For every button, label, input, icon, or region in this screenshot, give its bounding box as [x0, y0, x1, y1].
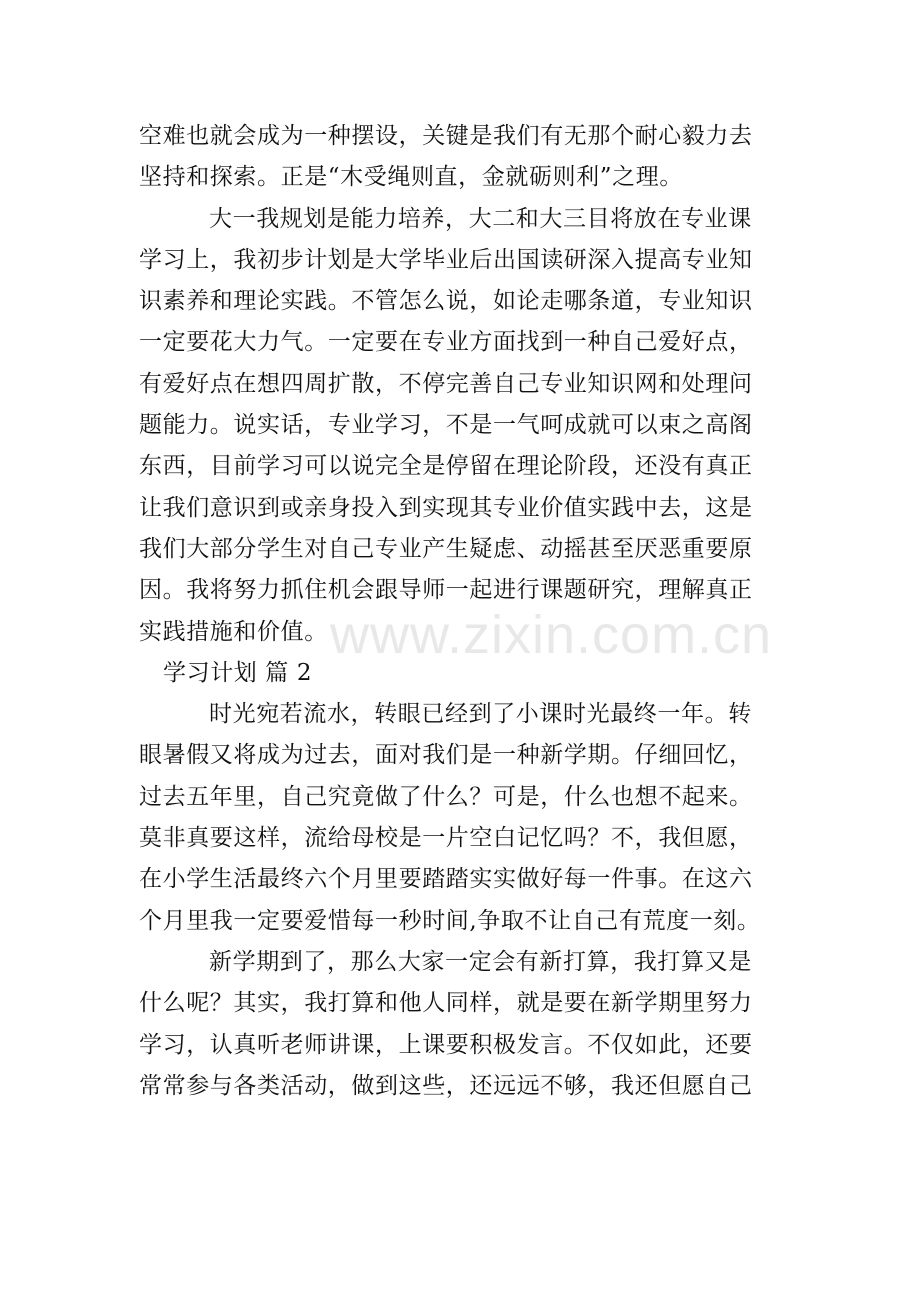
paragraph-line: 识素养和理论实践。不管怎么说，如论走哪条道，专业知识 [139, 288, 753, 315]
paragraph-line: 过去五年里，自己究竟做了什么？可是，什么也想不起来。 [139, 783, 753, 810]
paragraph-line: 有爱好点在想四周扩散，不停完善自己专业知识网和处理问 [139, 370, 753, 397]
paragraph-line: 眼暑假又将成为过去，面对我们是一种新学期。仔细回忆， [139, 742, 753, 769]
paragraph-line: 学习，认真听老师讲课，上课要积极发言。不仅如此，还要 [139, 1031, 753, 1058]
section-heading: 学习计划 篇 2 [163, 659, 313, 686]
paragraph-line: 时光宛若流水，转眼已经到了小课时光最终一年。转 [209, 701, 752, 728]
paragraph-line: 东西，目前学习可以说完全是停留在理论阶段，还没有真正 [139, 453, 753, 480]
paragraph-line: 个月里我一定要爱惜每一秒时间,争取不让自己有荒度一刻。 [139, 907, 761, 934]
paragraph-line: 一定要花大力气。一定要在专业方面找到一种自己爱好点， [139, 329, 753, 356]
paragraph-line: 新学期到了，那么大家一定会有新打算，我打算又是 [209, 948, 752, 975]
paragraph-line: 让我们意识到或亲身投入到实现其专业价值实践中去，这是 [139, 494, 753, 521]
paragraph-line: 题能力。说实话，专业学习，不是一气呵成就可以束之高阁 [139, 412, 753, 439]
paragraph-line: 什么呢？其实，我打算和他人同样，就是要在新学期里努力 [139, 990, 753, 1017]
paragraph-line: 在小学生活最终六个月里要踏踏实实做好每一件事。在这六 [139, 866, 753, 893]
paragraph-line: 我们大部分学生对自己专业产生疑虑、动摇甚至厌恶重要原 [139, 535, 753, 562]
paragraph-line: 实践措施和价值。 [139, 618, 328, 645]
paragraph-line: 空难也就会成为一种摆设，关键是我们有无那个耐心毅力去 [139, 123, 753, 149]
paragraph-line: 学习上，我初步计划是大学毕业后出国读研深入提高专业知 [139, 246, 753, 273]
document-body [139, 116, 789, 1107]
watermark: www.zixin.com.cn [330, 605, 773, 665]
paragraph-line: 大一我规划是能力培养，大二和大三目将放在专业课 [209, 205, 752, 232]
paragraph-line: 因。我将努力抓住机会跟导师一起进行课题研究，理解真正 [139, 577, 753, 604]
paragraph-line: 坚持和探索。正是“木受绳则直，金就砺则利”之理。 [139, 164, 683, 191]
paragraph-line: 莫非真要这样，流给母校是一片空白记忆吗？不，我但愿， [139, 825, 753, 852]
paragraph-line: 常常参与各类活动，做到这些，还远远不够，我还但愿自己 [139, 1072, 753, 1099]
